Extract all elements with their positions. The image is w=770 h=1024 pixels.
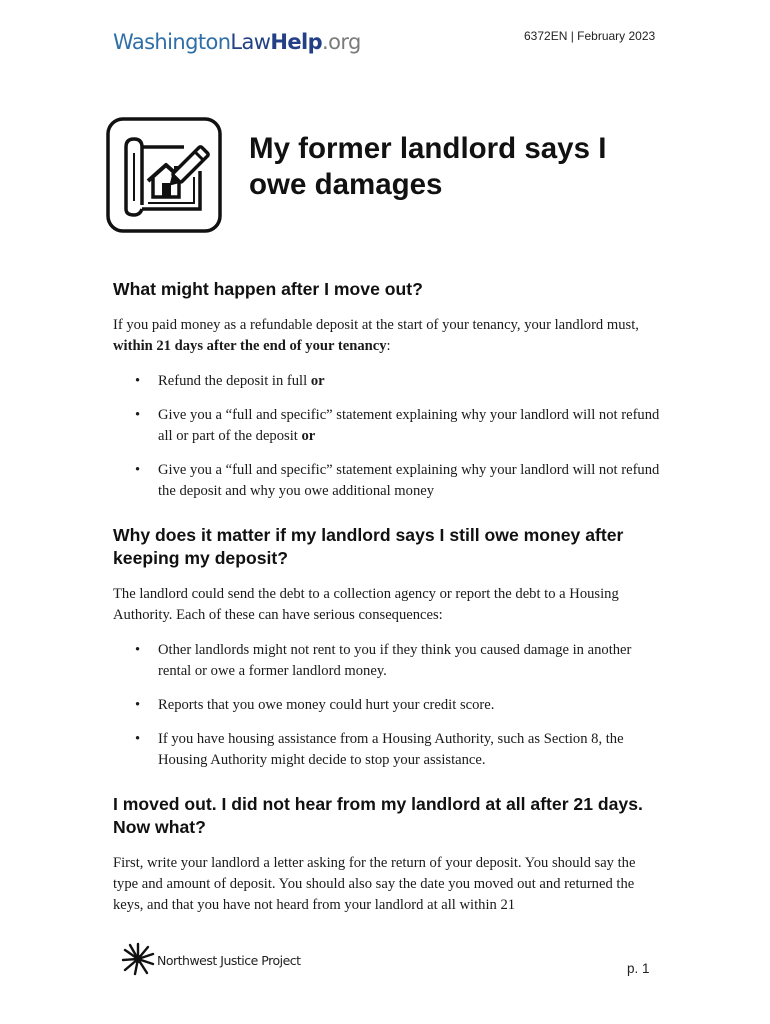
list-item <box>113 371 661 392</box>
washingtonlawhelp-logo <box>113 28 361 56</box>
list-item: • If you have housing assistance from a Housing Authority, such as Section 8, the Housing Authority might decide to stop your assistance. <box>113 729 661 771</box>
northwest-justice-project-logo-icon <box>121 942 155 976</box>
page-title: My former landlord says I owe damages <box>249 132 607 201</box>
document-id: 6372EN | February 2023 <box>524 29 656 43</box>
northwest-justice-project-logo <box>121 942 301 976</box>
list-item-text: Give you a “full and specific” statement explaining why your landlord will not refund the deposit and why you owe additional money <box>158 462 660 499</box>
list-item <box>113 460 661 502</box>
bullet-list <box>113 640 661 771</box>
list-item-text: Refund the deposit in full <box>158 373 311 389</box>
bullet-list <box>113 371 661 502</box>
list-item-bold: or <box>301 428 316 444</box>
intro-tail: : <box>386 338 391 354</box>
logo-part-org: .org <box>322 30 361 54</box>
section-intro: The landlord could send the debt to a collection agency or report the debt to a Housing Authority. Each of these can have serious consequences: <box>113 586 619 623</box>
list-item-bold: or <box>310 373 325 389</box>
list-item <box>113 405 661 447</box>
main-content <box>113 278 661 930</box>
section-heading: Why does it matter if my landlord says I still owe money after keeping my deposit? <box>113 525 624 568</box>
intro-bold: within 21 days after the end of your tenancy <box>113 338 387 354</box>
list-item: • Reports that you owe money could hurt your credit score. <box>113 695 661 716</box>
section-intro: First, write your landlord a letter asking for the return of your deposit. You should say the type and amount of deposit. You should also say the date you moved out and returned the keys, and that you have not heard from your landlord at all within 21 <box>113 855 636 913</box>
org-name: Northwest Justice Project <box>157 952 301 968</box>
section-heading: I moved out. I did not hear from my landlord at all after 21 days. Now what? <box>113 794 643 837</box>
list-item: • Other landlords might not rent to you if they think you caused damage in another rental or owe a former landlord money. <box>113 640 661 682</box>
logo-part-help: Help <box>270 30 323 54</box>
house-blueprint-pencil-icon <box>106 117 222 233</box>
logo-part-washington: Washington <box>113 30 231 54</box>
logo-part-law: Law <box>230 30 271 54</box>
page-number: p. 1 <box>627 961 650 976</box>
list-item-text: Give you a “full and specific” statement explaining why your landlord will not refund all or part of the deposit <box>158 407 660 444</box>
section-heading: What might happen after I move out? <box>113 279 423 299</box>
section-intro <box>113 315 661 357</box>
intro-text: If you paid money as a refundable deposit at the start of your tenancy, your landlord must, <box>113 317 639 333</box>
